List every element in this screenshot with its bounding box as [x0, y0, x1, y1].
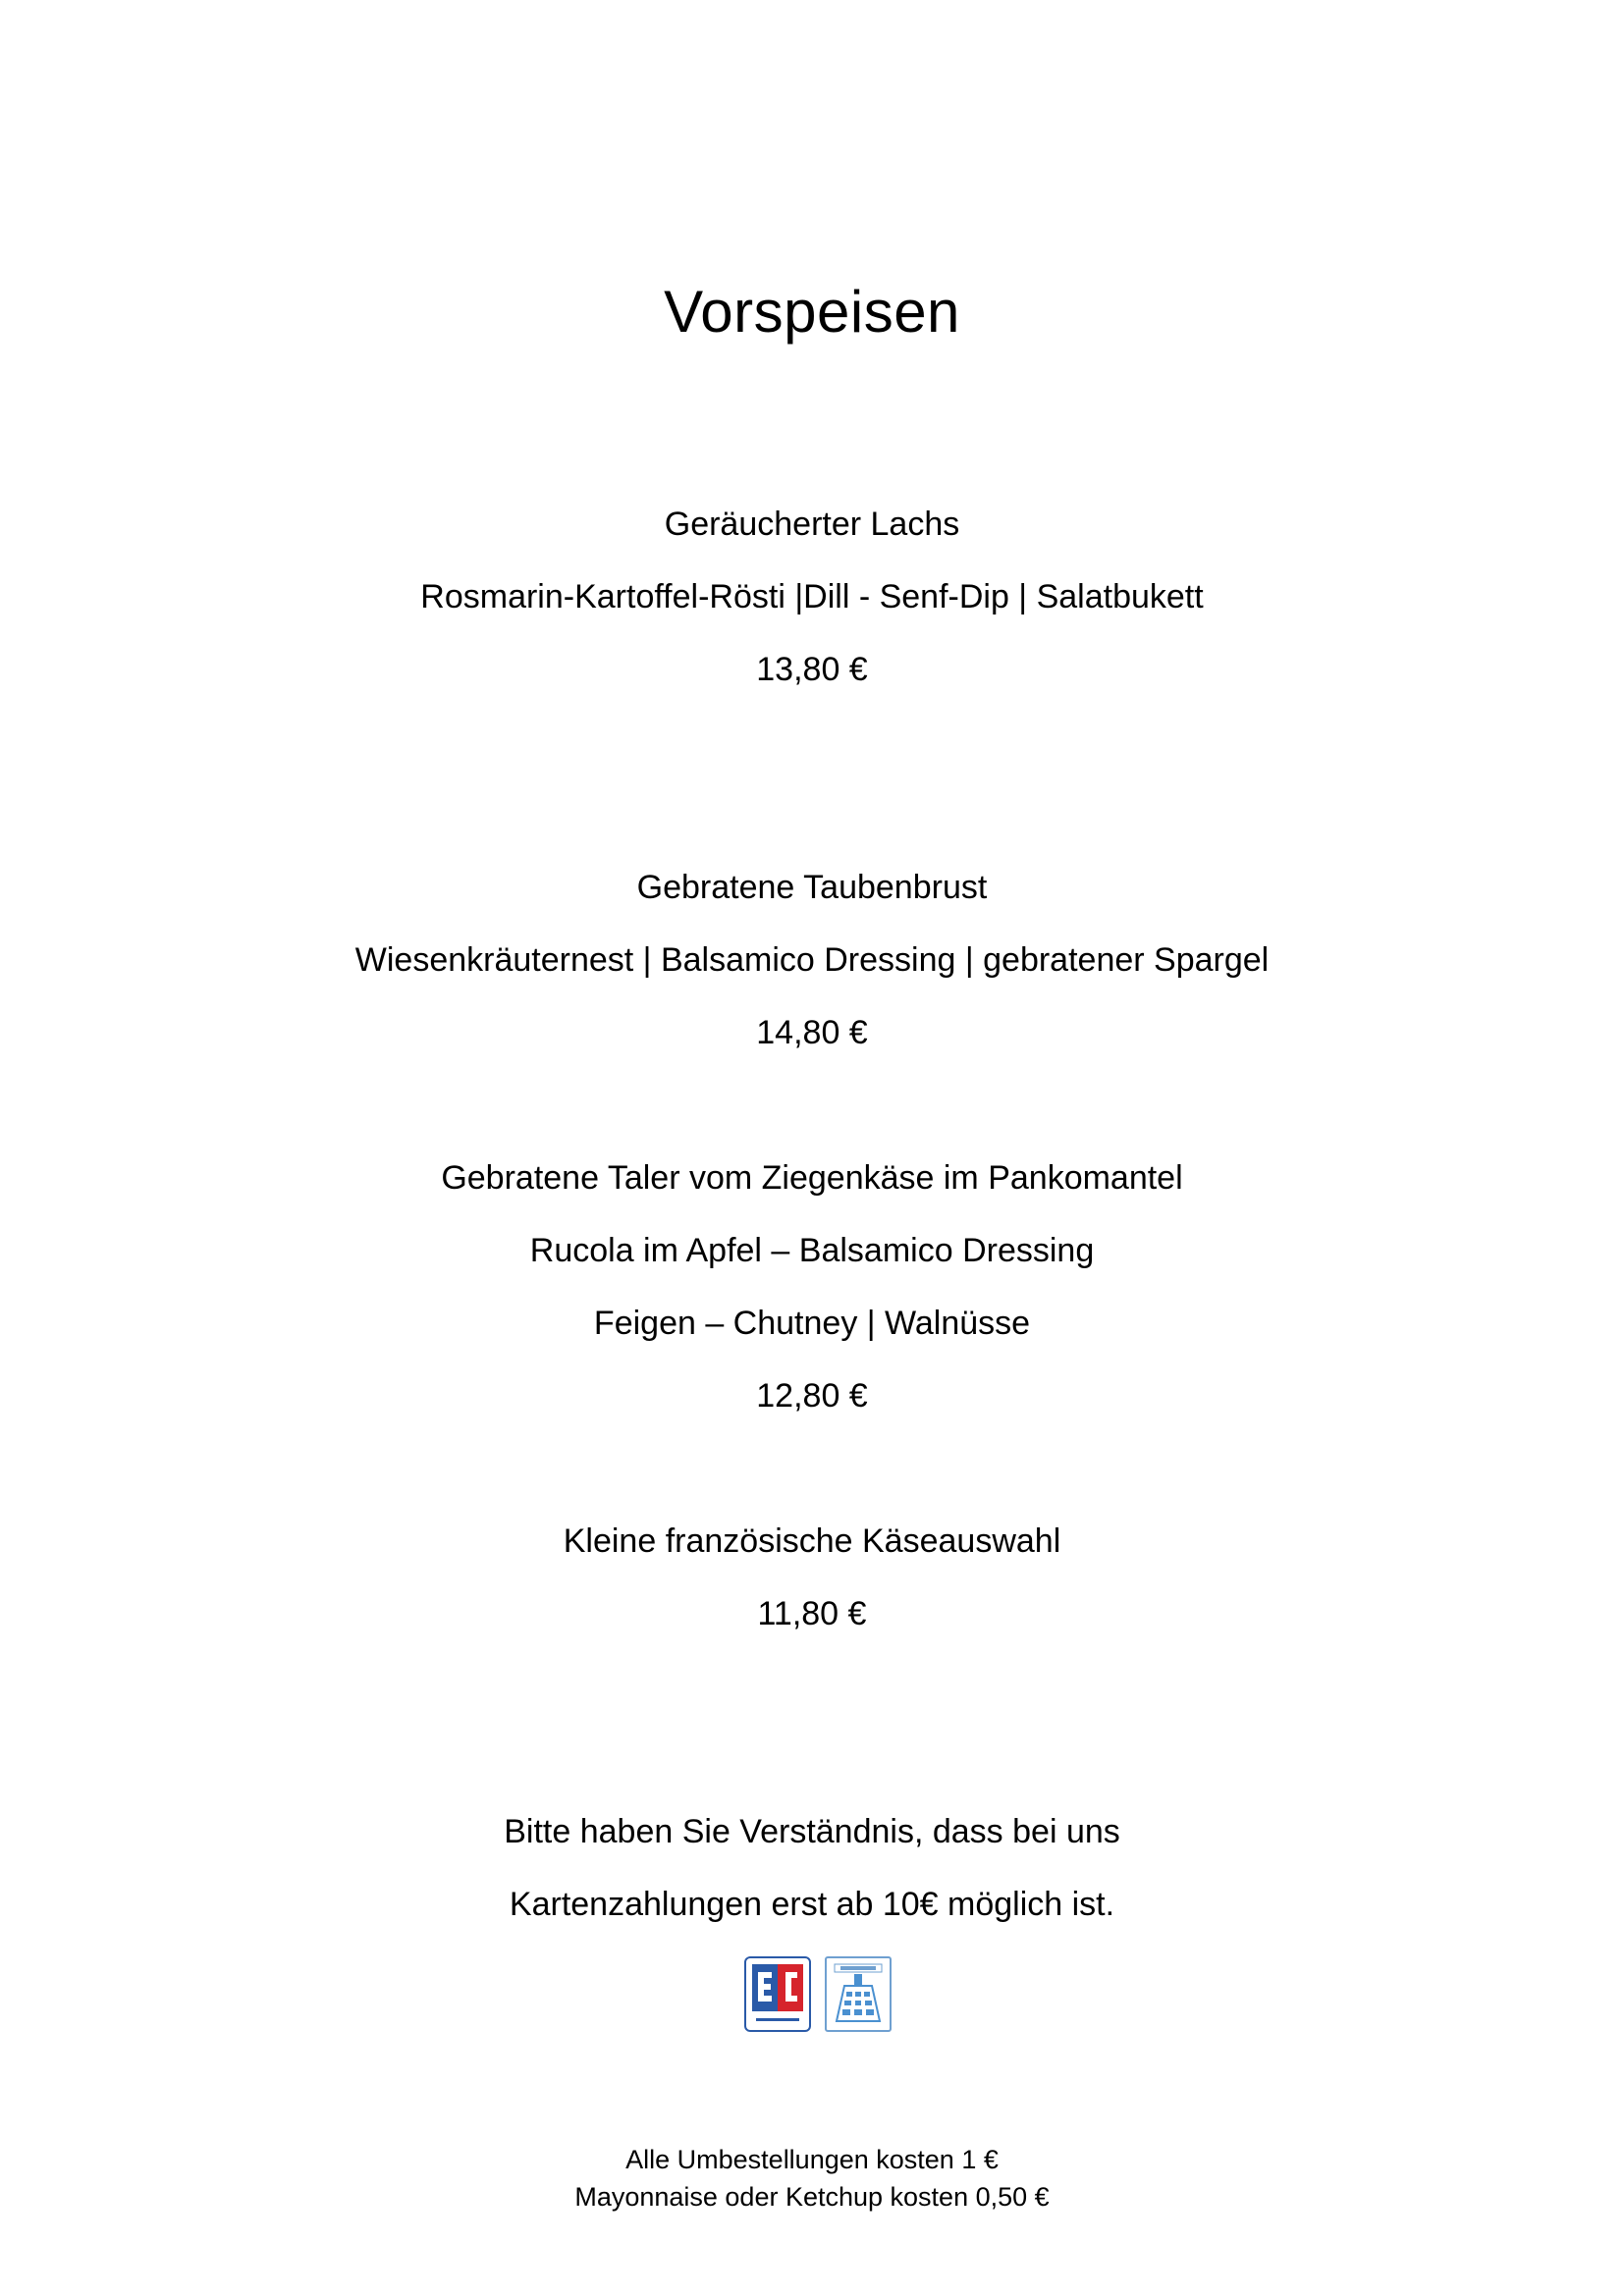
- payment-notice-line-1: Bitte haben Sie Verständnis, dass bei uns: [504, 1813, 1120, 1850]
- footer-line-2: Mayonnaise oder Ketchup kosten 0,50 €: [574, 2182, 1050, 2212]
- item-price-pigeon: 14,80 €: [756, 1014, 868, 1051]
- item-description-pigeon: Wiesenkräuternest | Balsamico Dressing | gebratener Spargel: [354, 941, 1270, 979]
- item-name-cheese-selection: Kleine französische Käseauswahl: [563, 1522, 1061, 1560]
- footer-line-1: Alle Umbestellungen kosten 1 €: [625, 2145, 999, 2174]
- item-description-goat-cheese-1: Rucola im Apfel – Balsamico Dressing: [529, 1232, 1095, 1269]
- item-name-goat-cheese: Gebratene Taler vom Ziegenkäse im Pankomantel: [441, 1159, 1183, 1197]
- item-description-goat-cheese-2: Feigen – Chutney | Walnüsse: [593, 1305, 1031, 1342]
- girocard-logo-icon: [825, 1956, 892, 2032]
- payment-logos: [744, 1956, 882, 2035]
- item-price-goat-cheese: 12,80 €: [756, 1377, 868, 1415]
- item-name-pigeon: Gebratene Taubenbrust: [636, 869, 988, 906]
- ec-electronic-cash-logo-icon: [744, 1956, 811, 2032]
- page-title: Vorspeisen: [664, 279, 960, 345]
- item-description-salmon: Rosmarin-Kartoffel-Rösti |Dill - Senf-Dip | Salatbukett: [420, 578, 1204, 615]
- payment-notice-line-2: Kartenzahlungen erst ab 10€ möglich ist.: [509, 1886, 1115, 1923]
- item-price-salmon: 13,80 €: [756, 651, 868, 688]
- item-name-salmon: Geräucherter Lachs: [664, 506, 960, 543]
- item-price-cheese-selection: 11,80 €: [757, 1595, 867, 1632]
